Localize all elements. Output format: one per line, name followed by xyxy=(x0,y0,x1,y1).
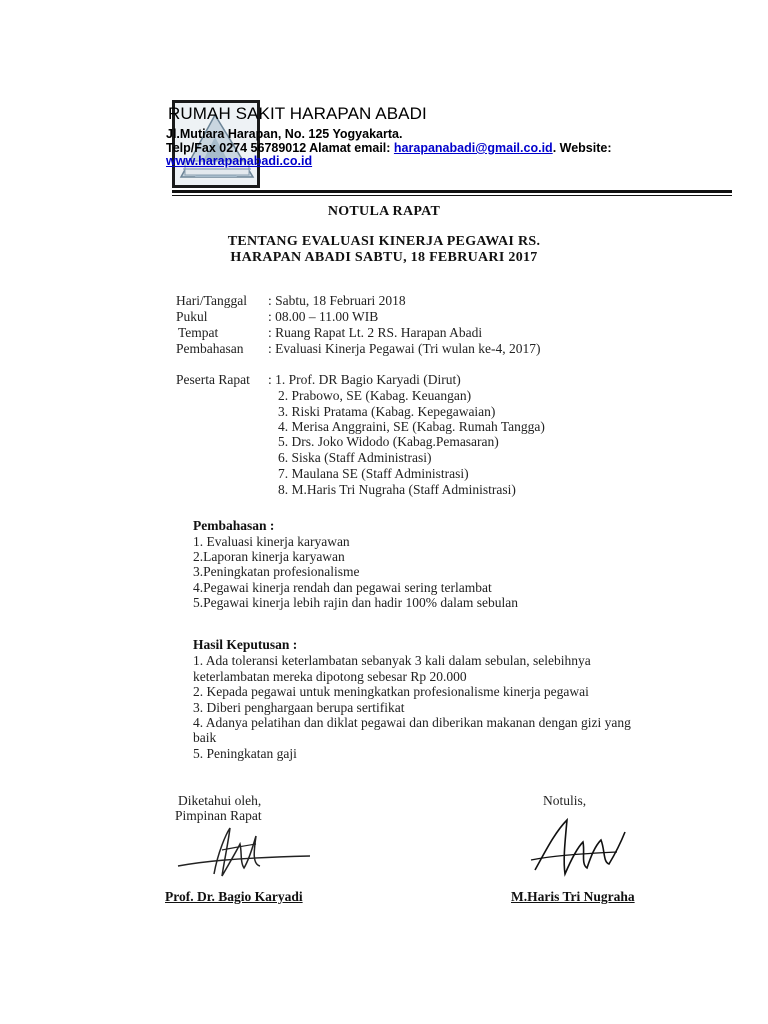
participant-item: 3. Riski Pratama (Kabag. Kepegawaian) xyxy=(278,404,496,419)
right-sign-caption: Notulis, xyxy=(543,793,587,808)
left-signatory-name: Prof. Dr. Bagio Karyadi xyxy=(165,889,303,904)
website-line xyxy=(166,154,312,168)
detail-value: : Sabtu, 18 Februari 2018 xyxy=(268,293,406,308)
participant-item: 6. Siska (Staff Administrasi) xyxy=(278,450,432,465)
decision-line: keterlambatan mereka dipotong sebesar Rp 20.000 xyxy=(193,669,467,684)
decision-line: baik xyxy=(193,730,217,745)
header-divider-thick xyxy=(172,190,732,193)
participant-item: 5. Drs. Joko Widodo (Kabag.Pemasaran) xyxy=(278,434,499,449)
left-signature xyxy=(170,822,320,882)
detail-value: : Evaluasi Kinerja Pegawai (Tri wulan ke-4, 2017) xyxy=(268,341,541,356)
right-signature xyxy=(525,812,635,892)
hospital-contact-line xyxy=(166,141,612,155)
decisions-heading: Hasil Keputusan : xyxy=(193,637,298,652)
decision-line: 3. Diberi penghargaan berupa sertifikat xyxy=(193,700,405,715)
detail-label: Pembahasan xyxy=(176,341,244,356)
hospital-address: Jl.Mutiara Harapan, No. 125 Yogyakarta. xyxy=(166,127,403,141)
document-subtitle-1: TENTANG EVALUASI KINERJA PEGAWAI RS. xyxy=(227,234,541,249)
participant-item: 2. Prabowo, SE (Kabag. Keuangan) xyxy=(278,388,472,403)
document-title: NOTULA RAPAT xyxy=(327,204,441,219)
detail-value: : 08.00 – 11.00 WIB xyxy=(268,309,379,324)
document-subtitle-2: HARAPAN ABADI SABTU, 18 FEBRUARI 2017 xyxy=(230,250,538,265)
detail-label: Tempat xyxy=(178,325,219,340)
participant-item: 8. M.Haris Tri Nugraha (Staff Administrasi) xyxy=(278,482,516,497)
left-sign-role: Pimpinan Rapat xyxy=(175,808,262,823)
detail-label: Pukul xyxy=(176,309,208,324)
right-signatory-name: M.Haris Tri Nugraha xyxy=(511,889,635,904)
website-link[interactable]: www.harapanabadi.co.id xyxy=(166,154,313,168)
decision-line: 2. Kepada pegawai untuk meningkatkan profesionalisme kinerja pegawai xyxy=(193,684,589,699)
discussion-item: 1. Evaluasi kinerja karyawan xyxy=(193,534,350,549)
website-label: . Website: xyxy=(552,141,612,155)
phone-text: Telp/Fax 0274 56789012 Alamat email: xyxy=(166,141,394,155)
participant-item: 7. Maulana SE (Staff Administrasi) xyxy=(278,466,469,481)
detail-value: : Ruang Rapat Lt. 2 RS. Harapan Abadi xyxy=(268,325,483,340)
email-link[interactable]: harapanabadi@gmail.co.id xyxy=(393,141,553,155)
decision-line: 5. Peningkatan gaji xyxy=(193,746,297,761)
participants-label: Peserta Rapat xyxy=(176,372,250,387)
left-sign-caption: Diketahui oleh, xyxy=(178,793,262,808)
discussion-item: 5.Pegawai kinerja lebih rajin dan hadir 100% dalam sebulan xyxy=(193,595,519,610)
participant-item: 4. Merisa Anggraini, SE (Kabag. Rumah Tangga) xyxy=(278,419,545,434)
discussion-item: 4.Pegawai kinerja rendah dan pegawai sering terlambat xyxy=(193,580,492,595)
discussion-item: 3.Peningkatan profesionalisme xyxy=(193,564,360,579)
hospital-name: RUMAH SAKIT HARAPAN ABADI xyxy=(168,104,427,123)
header-divider-thin xyxy=(172,195,732,196)
detail-label: Hari/Tanggal xyxy=(176,293,248,308)
decision-line: 4. Adanya pelatihan dan diklat pegawai dan diberikan makanan dengan gizi yang xyxy=(193,715,631,730)
discussion-heading: Pembahasan : xyxy=(193,518,275,533)
participant-item: : 1. Prof. DR Bagio Karyadi (Dirut) xyxy=(268,372,461,387)
decision-line: 1. Ada toleransi keterlambatan sebanyak 3 kali dalam sebulan, selebihnya xyxy=(193,653,591,668)
discussion-item: 2.Laporan kinerja karyawan xyxy=(193,549,345,564)
